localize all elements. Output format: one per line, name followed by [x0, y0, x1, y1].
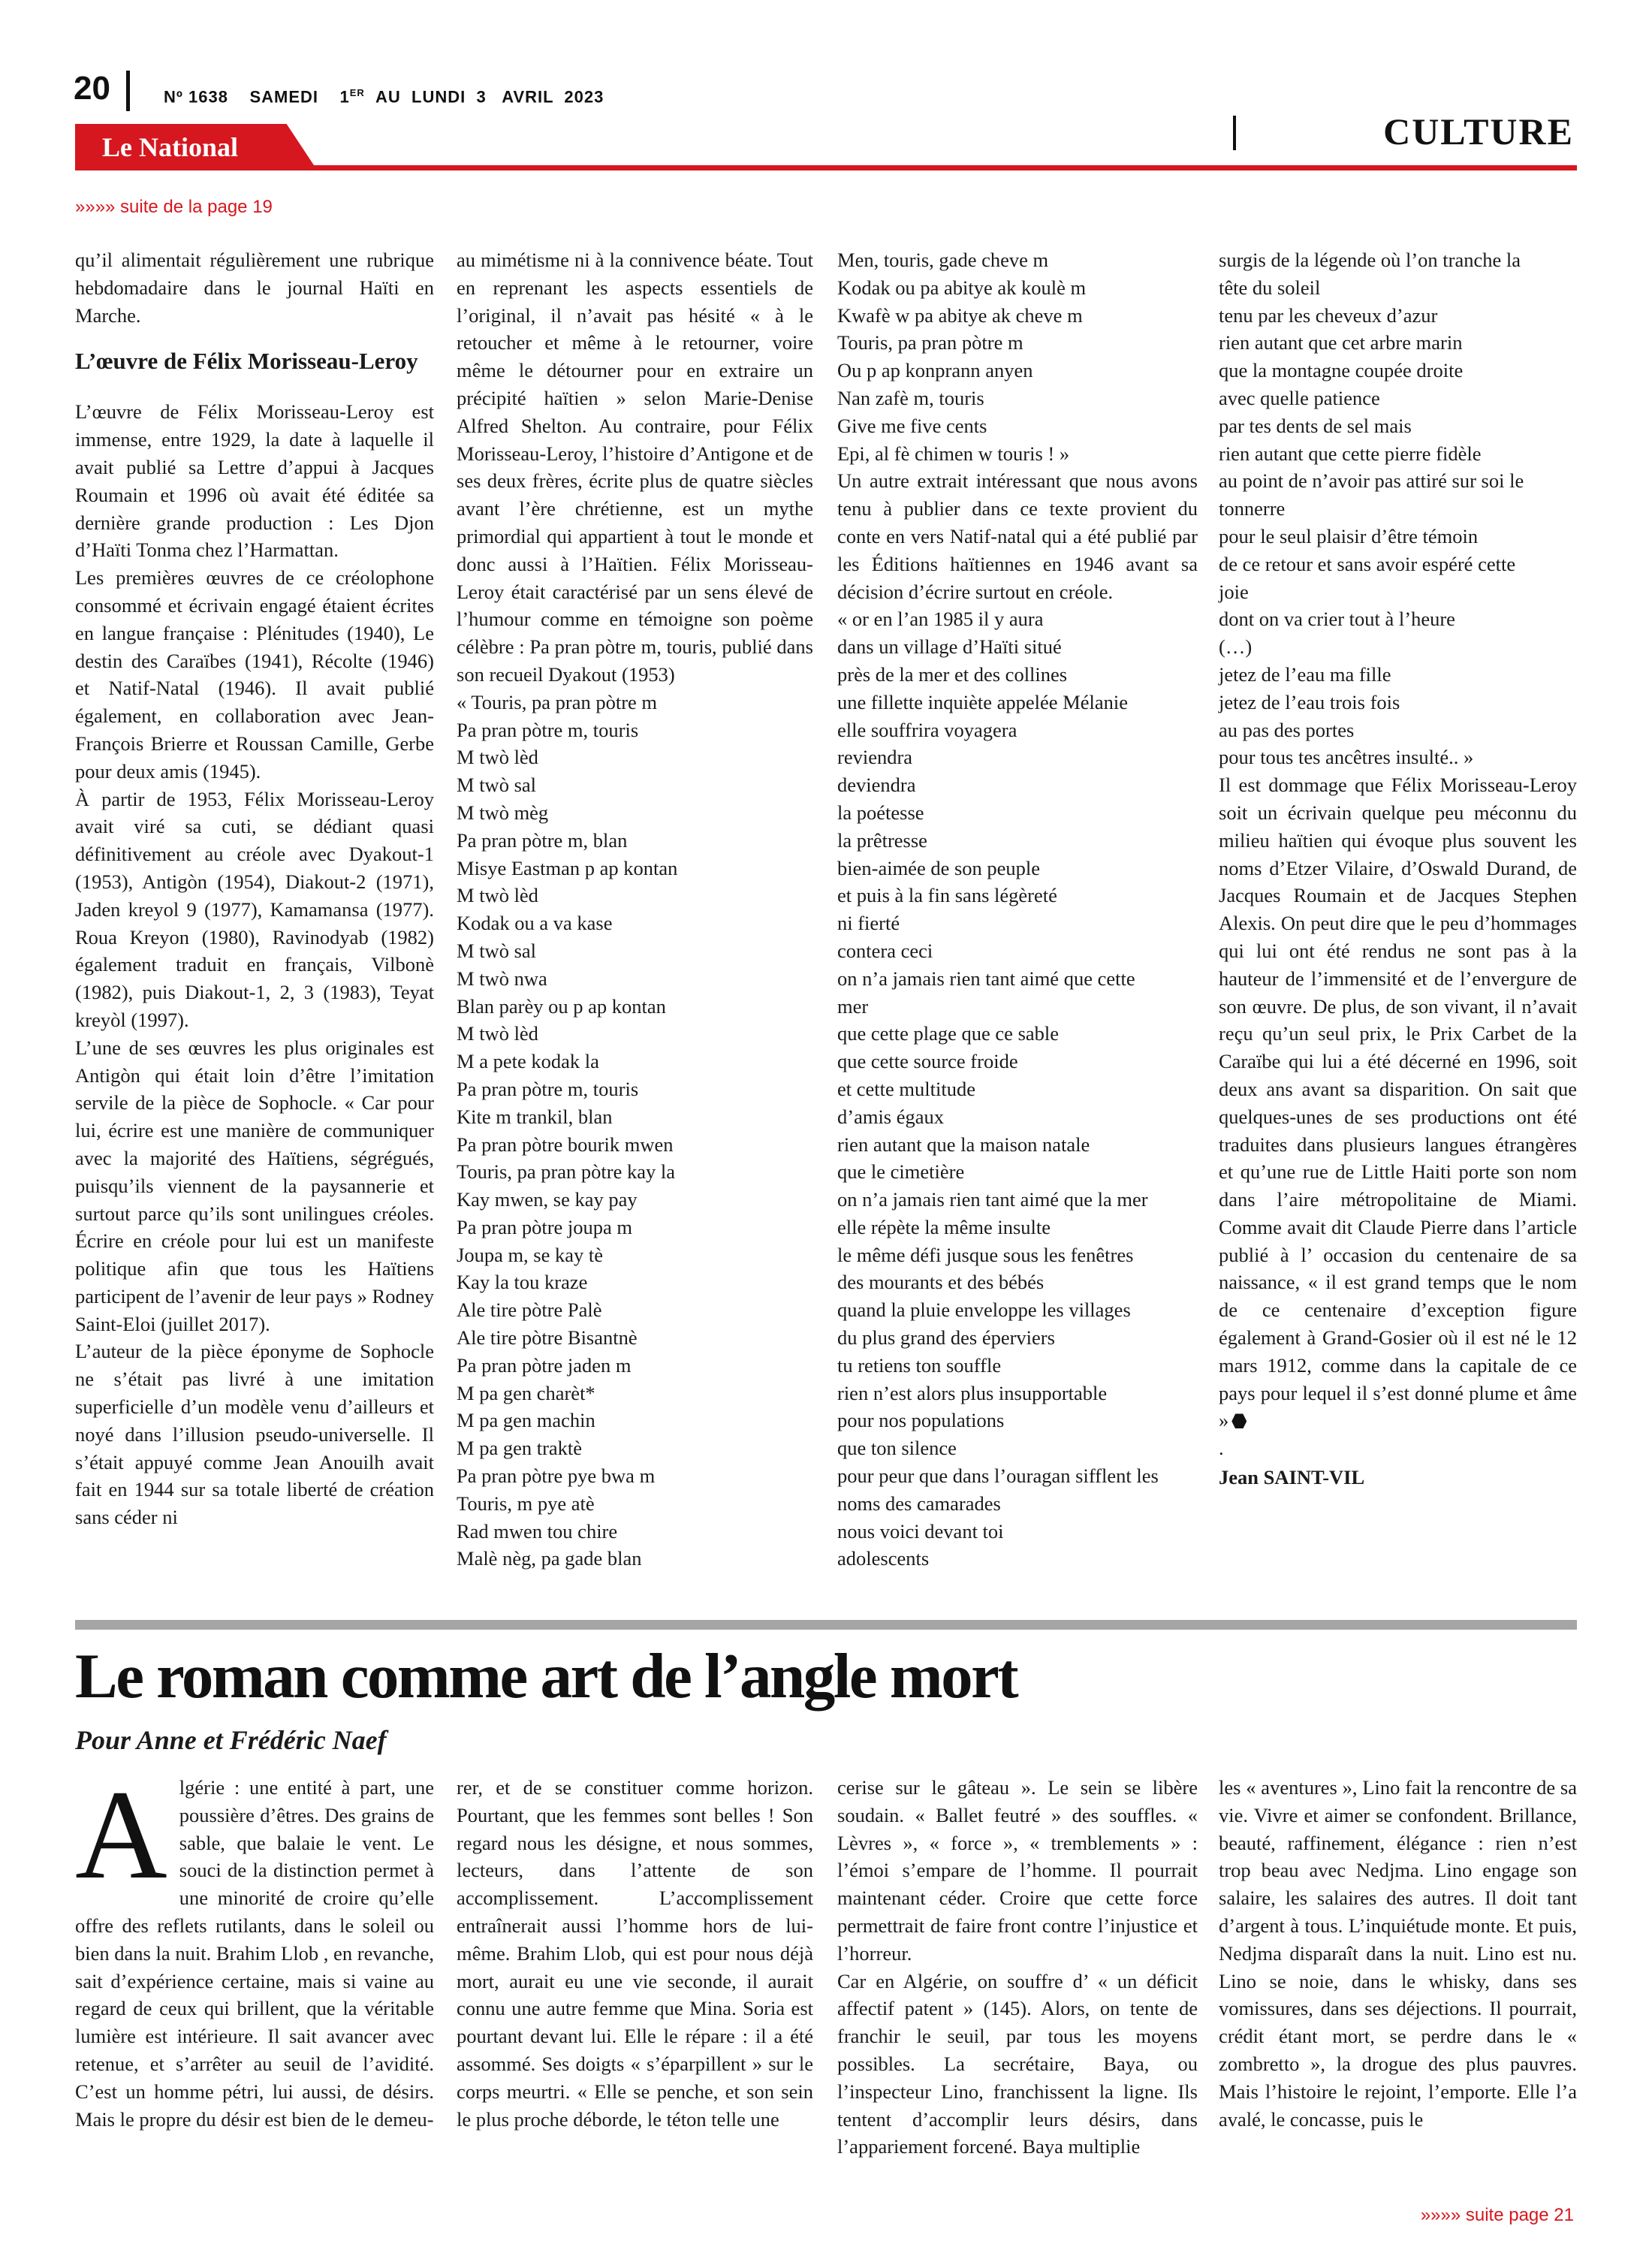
article1-paragraph: Les premières œuvres de ce créolophone consommé et écrivain engagé étaient écrites en langue française : Plénitudes (1940), Le destin des Caraïbes (1941), Récolte (1946) et Natif-Natal (1946). Il avait publié également, en collaboration avec Jean-François Brierre et Roussan Camille, Gerbe pour deux amis (1945).	[75, 566, 434, 783]
poem-line: deviendra	[837, 774, 916, 797]
poem-line: « or en l’an 1985 il y aura	[837, 608, 1044, 631]
poem-line: Pa pran pòtre joupa m	[457, 1215, 633, 1238]
poem-line: M twò sal	[457, 774, 536, 797]
poem-line: M twò mèg	[457, 801, 549, 824]
poem-line: Pa pran pòtre pye bwa m	[457, 1464, 656, 1488]
article2-col3-paragraph-2: Car en Algérie, on souffre d’ « un déficit affectif patent » (145). Alors, on tente de franchir le seuil, par tous les moyens possibles. La secrétaire, Baya, ou l’inspecteur Lino, franchissent la ligne. Ils tentent d’accomplir leurs désirs, dans l’appariement forcené. Baya multiplie	[837, 1969, 1198, 2158]
poem-natif-natal-end	[1219, 246, 1577, 771]
article2-col2-text: rer, et de se constituer comme horizon. Pourtant, que les femmes sont belles ! Son regard nous les désigne, et nous sommes, lecteurs, dans l’attente de son accomplissement. L’accomplissement entraînerait aussi l’homme hors de lui-même. Brahim Llob, qui est pour nous déjà mort, aurait eu une vie seconde, il aurait connu une autre femme que Mina. Soria est pourtant devant lui. Elle le répare : il a été assommé. Ses doigts « s’éparpillent » sur le corps meurtri. « Elle se penche, et son sein le plus proche déborde, le téton telle une	[457, 1776, 813, 2131]
poem-line: M twò sal	[457, 939, 536, 962]
article1-col2-paragraph: au mimétisme ni à la connivence béate. Tout en reprenant les aspects essentiels de l’original, il n’avait pas hésité « à le retoucher et même à le retourner, voire même le détourner pour en extraire un précipité haïtien » selon Marie-Denise Alfred Shelton. Au contraire, pour Félix Morisseau-Leroy, l’histoire d’Antigone et de ses deux frères, écrite plus de quatre siècles avant l’ère chrétienne, est un mythe primordial qui appartient à tout le monde et donc aussi à l’Haïtien. Félix Morisseau-Leroy était caractérisé par un sens élevé de l’humour comme en témoigne son poème célèbre : Pa pran pòtre m, touris, publié dans son recueil Dyakout (1953)	[457, 249, 813, 686]
poem-line: Touris, pa pran pòtre m	[837, 331, 1023, 354]
poem-line: reviendra	[837, 746, 913, 769]
poem-line: Malè nèg, pa gade blan	[457, 1547, 642, 1570]
article1-conclusion-text: Il est dommage que Félix Morisseau-Leroy soit un écrivain quelque peu méconnu du milieu haïtien qui évoque plus souvent les noms d’Etzer Vilaire, d’Oswald Durand, de Jacques Roumain et de Jacques Stephen Alexis. On peut dire que le peu d’hommages qui lui ont été rendus ne sont pas à la hauteur de l’immensité et de l’envergure de son œuvre. De plus, de son vivant, il n’avait reçu qu’un seul prix, le Prix Carbet de la Caraïbe qui lui a été décerné en 1996, soit deux ans avant sa disparition. On sait que quelques-unes de ses productions ont été traduites dans plusieurs langues étrangères et qu’une rue de Little Haiti porte son nom dans l’aire métropolitaine de Miami. Comme avait dit Claude Pierre dans l’article publié à l’ occasion du centenaire de sa naissance, « il est grand temps que le nom de ce centenaire d’exception figure également à Grand-Gosier où il est né le 12 mars 1912, comme dans la capitale de ce pays pour lequel il s’est donné plume et âme »	[1219, 774, 1577, 1432]
continued-from-link[interactable]: »»»» suite de la page 19	[75, 197, 273, 217]
poem-line: au pas des portes	[1219, 718, 1355, 741]
poem-line: que cette plage que ce sable	[837, 1022, 1060, 1045]
article1-paragraphs	[75, 398, 434, 1531]
section-title: CULTURE	[1383, 110, 1574, 152]
page-number: 20	[74, 70, 110, 107]
article-separator	[75, 1620, 1577, 1630]
poem-line: une fillette inquiète appelée Mélanie	[837, 690, 1129, 713]
article1-column-4	[1219, 246, 1577, 1491]
poem-line: de ce retour et sans avoir espéré cette	[1219, 552, 1516, 575]
poem-line: bien-aimée de son peuple	[837, 856, 1041, 879]
poem-line: Men, touris, gade cheve m	[837, 249, 1049, 271]
poem-line: Touris, pa pran pòtre kay la	[457, 1160, 676, 1184]
issue-day-sup: ER	[349, 87, 365, 98]
article1-paragraph: L’une de ses œuvres les plus originales est Antigòn qui était loin d’être l’imitation servile de la pièce de Sophocle. « Car pour lui, écrire est une manière de communiquer avec la majorité des Haïtiens, ségrégués, puisqu’ils viennent de la paysannerie et surtout parce qu’ils sont unilingues créoles. Écrire en créole pour lui est un manifeste politique afin que tous les Haïtiens participent de l’avenir de leur pays » Rodney Saint-Eloi (juillet 2017).	[75, 1036, 434, 1335]
end-mark-icon	[1231, 1413, 1247, 1428]
section-divider	[1233, 116, 1236, 150]
article2-lead	[75, 1764, 434, 2133]
poem-line: dont on va crier tout à l’heure	[1219, 608, 1455, 631]
poem-line: Pa pran pòtre jaden m	[457, 1353, 632, 1377]
poem-line: Pa pran pòtre m, blan	[457, 828, 628, 852]
poem-line: surgis de la légende où l’on tranche la	[1219, 249, 1521, 271]
poem-line: et cette multitude	[837, 1077, 975, 1100]
poem-line: d’amis égaux	[837, 1105, 945, 1128]
poem-line: M twò lèd	[457, 884, 538, 907]
article1-column-1	[75, 246, 434, 1531]
poem-line: tu retiens ton souffle	[837, 1353, 1002, 1377]
poem-line: quand la pluie enveloppe les villages	[837, 1298, 1131, 1322]
poem-line: « Touris, pa pran pòtre m	[457, 690, 658, 713]
poem-line: Kodak ou pa abitye ak koulè m	[837, 276, 1087, 299]
poem-line: Ale tire pòtre Bisantnè	[457, 1326, 638, 1350]
poem-line: Touris, m pye atè	[457, 1491, 595, 1515]
article2-column-3	[837, 1774, 1198, 2161]
poem-line: Kodak ou a va kase	[457, 912, 613, 935]
poem-line: noms des camarades	[837, 1491, 1001, 1515]
poem-line: rien autant que cet arbre marin	[1219, 331, 1463, 354]
poem-line: Kite m trankil, blan	[457, 1105, 613, 1128]
article1-paragraph: L’auteur de la pièce éponyme de Sophocle ne s’était pas livré à une imitation superficielle d’un modèle venu d’ailleurs et noyé dans l’illusion pseudo-universelle. Il s’était appuyé comme Jean Anouilh avait fait en 1944 sur sa totale liberté de création sans céder ni	[75, 1340, 434, 1529]
poem-natif-natal	[837, 605, 1198, 1573]
article2-col3-paragraph-1: cerise sur le gâteau ». Le sein se libère soudain. « Ballet feutré » des souffles. « Lèvres », « force », « tremblements » : l’émoi s’empare de l’homme. Il pourrait maintenant céder. Croire que cette force permettrait de faire front contre l’injustice et l’horreur.	[837, 1776, 1198, 1965]
article1-paragraph: L’œuvre de Félix Morisseau-Leroy est immense, entre 1929, la date à laquelle il avait publié sa Lettre d’appui à Jacques Roumain et 1996 où avait été éditée sa dernière grande production : Les Djon d’Haïti Tonma chez l’Harmattan.	[75, 400, 434, 562]
article2-col1-text: lgérie : une entité à part, une poussière d’êtres. Des grains de sable, que balaie le vent. Le souci de la distinction permet à une minorité de croire qu’elle offre des reflets rutilants, dans le soleil ou bien dans la nuit. Brahim Llob , en revanche, sait d’expérience certaine, mais si vaine au regard de ceux qui brillent, que la véritable lumière est intérieure. Il sait avancer avec retenue, et s’arrêter au seuil de l’avidité. C’est un homme pétri, lui aussi, de désirs. Mais le propre du désir est bien de le demeu-	[75, 1776, 434, 2131]
poem-line: que la montagne coupée droite	[1219, 359, 1464, 382]
poem-line: tenu par les cheveux d’azur	[1219, 303, 1438, 327]
poem-line: Pa pran pòtre bourik mwen	[457, 1133, 674, 1156]
poem-line: rien n’est alors plus insupportable	[837, 1381, 1108, 1404]
poem-line: jetez de l’eau ma fille	[1219, 662, 1391, 686]
poem-line: M pa gen traktè	[457, 1437, 583, 1460]
poem-line: on n’a jamais rien tant aimé que la mer	[837, 1188, 1148, 1211]
poem-line: joie	[1219, 580, 1249, 603]
poem-line: Nan zafè m, touris	[837, 386, 984, 409]
poem-touris	[457, 689, 813, 1573]
poem-line: tonnerre	[1219, 497, 1286, 520]
poem-line: rien autant que la maison natale	[837, 1133, 1090, 1156]
poem-line: dans un village d’Haïti situé	[837, 635, 1062, 659]
continued-to-link[interactable]: »»»» suite page 21	[1420, 2205, 1574, 2225]
poem-line: que le cimetière	[837, 1160, 965, 1184]
poem-line: le même défi jusque sous les fenêtres	[837, 1243, 1134, 1266]
poem-line: pour tous tes ancêtres insulté.. »	[1219, 746, 1474, 769]
poem-line: pour peur que dans l’ouragan sifflent les	[837, 1464, 1159, 1488]
poem-line: M pa gen charèt*	[457, 1381, 595, 1404]
poem-touris-end	[837, 246, 1198, 467]
poem-line: nous voici devant toi	[837, 1519, 1004, 1543]
issue-date	[164, 87, 604, 107]
poem-line: Kwafè w pa abitye ak cheve m	[837, 303, 1083, 327]
poem-line: contera ceci	[837, 939, 933, 962]
poem-line: Misye Eastman p ap kontan	[457, 856, 678, 879]
poem-line: Ale tire pòtre Palè	[457, 1298, 602, 1322]
poem-line: jetez de l’eau trois fois	[1219, 690, 1400, 713]
drop-cap: A	[75, 1764, 167, 1905]
poem-line: Kay la tou kraze	[457, 1271, 588, 1294]
poem-line: Ou p ap konprann anyen	[837, 359, 1033, 382]
poem-line: du plus grand des éperviers	[837, 1326, 1055, 1350]
article1-conclusion	[1219, 771, 1577, 1434]
poem-line: Kay mwen, se kay pay	[457, 1188, 638, 1211]
poem-line: M twò lèd	[457, 746, 538, 769]
poem-line: rien autant que cette pierre fidèle	[1219, 442, 1482, 465]
poem-line: près de la mer et des collines	[837, 662, 1068, 686]
article2-column-1	[75, 1764, 434, 2133]
article1-paragraph: À partir de 1953, Félix Morisseau-Leroy avait viré sa cuti, se dédiant quasi définitivement au créole avec Dyakout-1 (1953), Antigòn (1954), Diakout-2 (1971), Jaden kreyol 9 (1977), Kamamansa (1977). Roua Kreyon (1980), Ravinodyab (1982) également traduit en français, Vilbonè (1982), puis Diakout-1, 2, 3 (1983), Teyat kreyòl (1997).	[75, 787, 434, 1031]
article1-intro: qu’il alimentait régulièrement une rubrique hebdomadaire dans le journal Haïti en Marche.	[75, 249, 434, 327]
article2-col4-text: les « aventures », Lino fait la rencontre de sa vie. Vivre et aimer se confondent. Brillance, beauté, raffinement, élégance : rien n’est trop beau avec Nedjma. Lino engage son salaire, les salaires des autres. Il doit tant d’argent à tous. L’inquiétude monte. Et puis, Nedjma disparaît dans la nuit. Lino est nu. Lino se noie, dans le whisky, dans ses vomissures, dans ses déjections. Il pourrait, crédit étant mort, se perdre dans le « zombretto », la drogue des plus pauvres. Mais l’histoire le rejoint, l’emporte. Elle l’a avalé, le concasse, puis le	[1219, 1776, 1577, 2131]
poem-line: M twò lèd	[457, 1022, 538, 1045]
poem-line: que cette source froide	[837, 1050, 1018, 1073]
poem-line: Give me five cents	[837, 414, 987, 437]
article2-headline: Le roman comme art de l’angle mort	[75, 1641, 1017, 1712]
article2-dedication: Pour Anne et Frédéric Naef	[75, 1725, 387, 1755]
poem-line: Blan parèy ou p ap kontan	[457, 994, 666, 1018]
poem-line: pour le seul plaisir d’être témoin	[1219, 524, 1479, 547]
poem-line: au point de n’avoir pas attiré sur soi le	[1219, 469, 1524, 493]
poem-line: Joupa m, se kay tè	[457, 1243, 604, 1266]
poem-line: la poétesse	[837, 801, 924, 824]
poem-line: Pa pran pòtre m, touris	[457, 1077, 639, 1100]
poem-line: la prêtresse	[837, 828, 927, 852]
newspaper-brand: Le National	[102, 132, 239, 162]
poem-line: on n’a jamais rien tant aimé que cette	[837, 967, 1135, 990]
poem-line: adolescents	[837, 1547, 930, 1570]
poem-line: Rad mwen tou chire	[457, 1519, 618, 1543]
article1-dot: .	[1219, 1437, 1224, 1460]
poem-line: elle répète la même insulte	[837, 1215, 1051, 1238]
poem-line: que ton silence	[837, 1437, 957, 1460]
issue-number: Nº 1638	[164, 87, 228, 107]
poem-line: tête du soleil	[1219, 276, 1321, 299]
poem-line: M twò nwa	[457, 967, 547, 990]
poem-line: ni fierté	[837, 912, 900, 935]
article1-column-3	[837, 246, 1198, 1573]
article1-column-2	[457, 246, 813, 1573]
poem-line: Epi, al fè chimen w touris ! »	[837, 442, 1070, 465]
article1-subhead: L’œuvre de Félix Morisseau-Leroy	[75, 348, 418, 375]
poem-line: pour nos populations	[837, 1409, 1005, 1432]
article2-column-2	[457, 1774, 813, 2133]
poem-line: avec quelle patience	[1219, 386, 1380, 409]
poem-line: Pa pran pòtre m, touris	[457, 718, 639, 741]
header-separator	[126, 71, 130, 111]
poem-line: M a pete kodak la	[457, 1050, 599, 1073]
article2-column-4	[1219, 1774, 1577, 2133]
poem-line: (…)	[1219, 635, 1253, 659]
poem-line: des mourants et des bébés	[837, 1271, 1045, 1294]
article1-author: Jean SAINT-VIL	[1219, 1466, 1365, 1489]
issue-day: SAMEDI	[249, 87, 318, 107]
issue-date-rest: AU LUNDI 3 AVRIL 2023	[375, 87, 604, 107]
poem-line: M pa gen machin	[457, 1409, 595, 1432]
header-rule	[75, 165, 1577, 170]
issue-day-num: 1	[339, 87, 350, 107]
poem-line: elle souffrira voyagera	[837, 718, 1017, 741]
poem-line: par tes dents de sel mais	[1219, 414, 1412, 437]
poem-line: mer	[837, 994, 869, 1018]
poem-line: et puis à la fin sans légèreté	[837, 884, 1057, 907]
article1-col3-paragraph: Un autre extrait intéressant que nous avons tenu à publier dans ce texte provient du conte en vers Natif-natal qui a été publié par les Éditions haïtiennes en 1946 avant sa décision d’écrire surtout en créole.	[837, 469, 1198, 603]
